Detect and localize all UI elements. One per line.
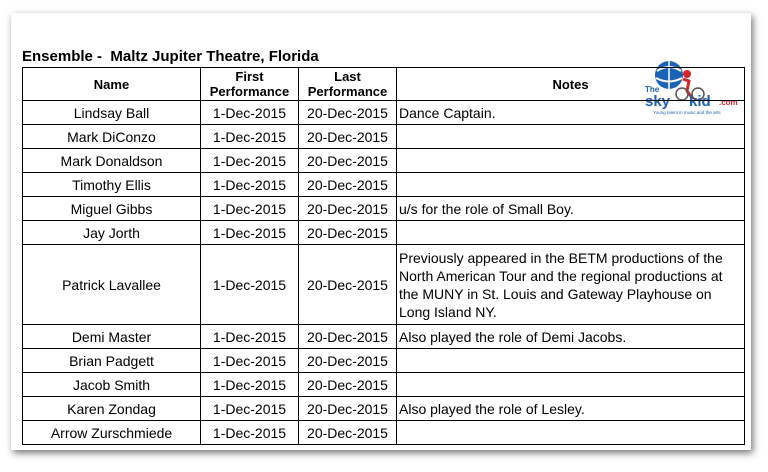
logo-kid-text: kid xyxy=(689,93,711,110)
first-performance-date: 1-Dec-2015 xyxy=(201,421,299,445)
last-performance-column-header xyxy=(299,68,397,101)
last-header-line2: Performance xyxy=(307,84,388,99)
cast-name: Demi Master xyxy=(23,325,201,349)
notes-cell xyxy=(397,125,745,149)
last-header-line1: Last xyxy=(334,69,361,84)
notes-cell: Previously appeared in the BETM productions of the North American Tour and the regional productions at the MUNY in St. Louis and Gateway Playhouse on Long Island NY. xyxy=(397,245,745,325)
first-performance-date: 1-Dec-2015 xyxy=(201,197,299,221)
first-performance-date: 1-Dec-2015 xyxy=(201,245,299,325)
last-performance-date: 20-Dec-2015 xyxy=(299,125,397,149)
cast-name: Arrow Zurschmiede xyxy=(23,421,201,445)
first-header-line1: First xyxy=(235,69,264,84)
notes-cell xyxy=(397,349,745,373)
first-performance-date: 1-Dec-2015 xyxy=(201,125,299,149)
last-performance-date: 20-Dec-2015 xyxy=(299,173,397,197)
name-column-header: Name xyxy=(23,68,201,101)
first-performance-date: 1-Dec-2015 xyxy=(201,149,299,173)
first-performance-date: 1-Dec-2015 xyxy=(201,325,299,349)
last-performance-date: 20-Dec-2015 xyxy=(299,245,397,325)
first-performance-date: 1-Dec-2015 xyxy=(201,397,299,421)
last-performance-date: 20-Dec-2015 xyxy=(299,101,397,125)
first-performance-date: 1-Dec-2015 xyxy=(201,373,299,397)
last-performance-date: 20-Dec-2015 xyxy=(299,149,397,173)
cast-name: Lindsay Ball xyxy=(23,101,201,125)
last-performance-date: 20-Dec-2015 xyxy=(299,421,397,445)
last-performance-date: 20-Dec-2015 xyxy=(299,397,397,421)
notes-cell: Dance Captain. xyxy=(397,101,745,125)
table-header-row xyxy=(23,68,745,101)
cast-name: Jacob Smith xyxy=(23,373,201,397)
first-header-line2: Performance xyxy=(209,84,290,99)
first-performance-date: 1-Dec-2015 xyxy=(201,101,299,125)
ensemble-table xyxy=(22,67,745,445)
notes-cell: Also played the role of Demi Jacobs. xyxy=(397,325,745,349)
cast-name: Mark DiConzo xyxy=(23,125,201,149)
cast-name: Mark Donaldson xyxy=(23,149,201,173)
table-row xyxy=(23,245,745,325)
first-performance-date: 1-Dec-2015 xyxy=(201,173,299,197)
table-row xyxy=(23,325,745,349)
first-performance-column-header xyxy=(201,68,299,101)
first-performance-date: 1-Dec-2015 xyxy=(201,221,299,245)
table-row xyxy=(23,373,745,397)
table-row xyxy=(23,101,745,125)
last-performance-date: 20-Dec-2015 xyxy=(299,197,397,221)
table-row xyxy=(23,397,745,421)
cast-name: Patrick Lavallee xyxy=(23,245,201,325)
table-row xyxy=(23,173,745,197)
first-performance-date: 1-Dec-2015 xyxy=(201,349,299,373)
table-row xyxy=(23,125,745,149)
table-row xyxy=(23,149,745,173)
table-row xyxy=(23,221,745,245)
cast-name: Timothy Ellis xyxy=(23,173,201,197)
logo-the-text: The xyxy=(645,85,660,94)
last-performance-date: 20-Dec-2015 xyxy=(299,325,397,349)
page-title: Ensemble - Maltz Jupiter Theatre, Florida xyxy=(22,48,319,65)
cast-name: Brian Padgett xyxy=(23,349,201,373)
cast-name: Jay Jorth xyxy=(23,221,201,245)
cast-name: Karen Zondag xyxy=(23,397,201,421)
notes-column-header: Notes xyxy=(397,68,745,101)
logo-sky-text: sky xyxy=(645,93,671,110)
table-row xyxy=(23,349,745,373)
notes-cell xyxy=(397,421,745,445)
logo-tagline-text: Young talent in music and the arts xyxy=(653,110,721,115)
cast-name: Miguel Gibbs xyxy=(23,197,201,221)
logo-com-text: .com xyxy=(719,98,738,107)
notes-cell xyxy=(397,221,745,245)
notes-cell xyxy=(397,149,745,173)
notes-cell: Also played the role of Lesley. xyxy=(397,397,745,421)
notes-cell: u/s for the role of Small Boy. xyxy=(397,197,745,221)
notes-cell xyxy=(397,173,745,197)
table-row xyxy=(23,197,745,221)
last-performance-date: 20-Dec-2015 xyxy=(299,349,397,373)
last-performance-date: 20-Dec-2015 xyxy=(299,221,397,245)
last-performance-date: 20-Dec-2015 xyxy=(299,373,397,397)
table-row xyxy=(23,421,745,445)
notes-cell xyxy=(397,373,745,397)
